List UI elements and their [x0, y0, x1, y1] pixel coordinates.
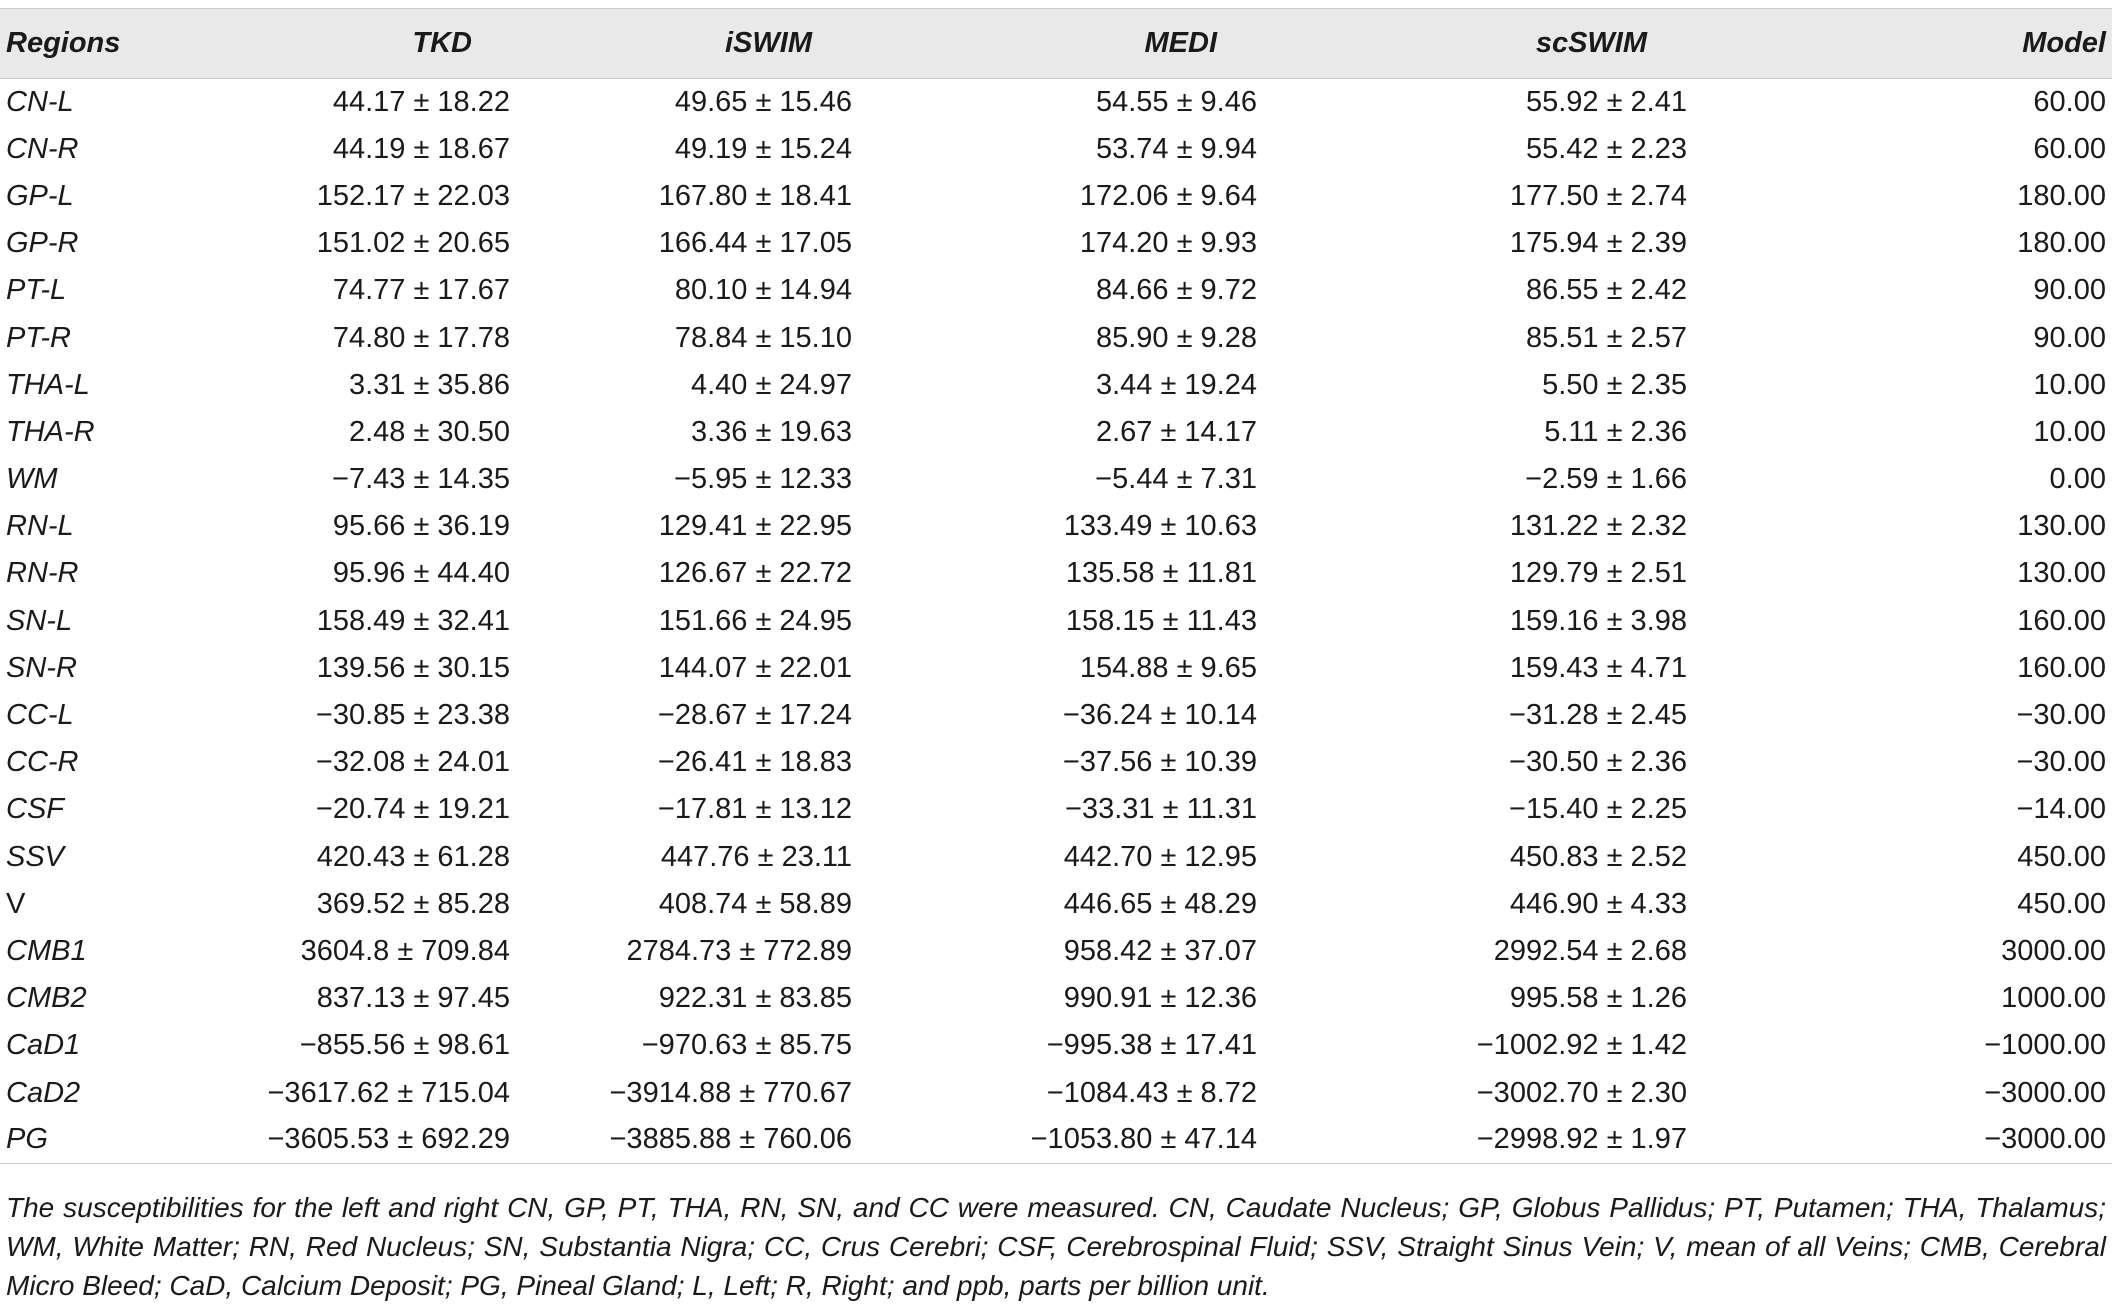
- header-regions: Regions: [0, 9, 160, 79]
- cell-iswim: 922.31 ± 83.85: [658, 982, 852, 1015]
- cell-scswim: −15.40 ± 2.25: [1509, 793, 1687, 826]
- cell-medi: −36.24 ± 10.14: [1062, 699, 1257, 732]
- cell-tkd: −855.56 ± 98.61: [299, 1029, 510, 1062]
- cell-region: CSF: [6, 793, 64, 826]
- cell-tkd: 369.52 ± 85.28: [316, 887, 510, 920]
- cell-tkd: 158.49 ± 32.41: [316, 604, 510, 637]
- table-row: [0, 692, 2112, 739]
- cell-medi: −33.31 ± 11.31: [1065, 793, 1257, 826]
- table-row: [0, 409, 2112, 456]
- cell-tkd: 3.31 ± 35.86: [348, 368, 510, 401]
- table-row: [0, 881, 2112, 928]
- cell-scswim: 995.58 ± 1.26: [1509, 982, 1687, 1015]
- cell-scswim: 450.83 ± 2.52: [1509, 840, 1687, 873]
- cell-iswim: 49.65 ± 15.46: [674, 85, 852, 118]
- cell-iswim: 408.74 ± 58.89: [658, 887, 852, 920]
- cell-iswim: 78.84 ± 15.10: [674, 321, 852, 354]
- cell-tkd: −7.43 ± 14.35: [332, 463, 510, 496]
- cell-medi: 446.65 ± 48.29: [1063, 887, 1257, 920]
- cell-medi: 54.55 ± 9.46: [1095, 85, 1257, 118]
- cell-model: 160.00: [2017, 651, 2106, 684]
- cell-region: CN-R: [6, 132, 79, 165]
- cell-region: PT-L: [6, 274, 67, 307]
- cell-model: 90.00: [2033, 274, 2106, 307]
- cell-scswim: 446.90 ± 4.33: [1509, 887, 1687, 920]
- cell-region: GP-R: [6, 227, 79, 260]
- cell-scswim: 129.79 ± 2.51: [1509, 557, 1687, 590]
- cell-tkd: −3617.62 ± 715.04: [267, 1076, 510, 1109]
- cell-iswim: −28.67 ± 17.24: [657, 699, 852, 732]
- cell-tkd: 152.17 ± 22.03: [316, 179, 510, 212]
- cell-medi: 958.42 ± 37.07: [1063, 934, 1257, 967]
- cell-iswim: 49.19 ± 15.24: [674, 132, 852, 165]
- table-row: [0, 126, 2112, 173]
- cell-region: GP-L: [6, 179, 74, 212]
- cell-medi: −37.56 ± 10.39: [1062, 746, 1257, 779]
- cell-iswim: −17.81 ± 13.12: [657, 793, 852, 826]
- table-row: [0, 1069, 2112, 1116]
- cell-medi: −1053.80 ± 47.14: [952, 1117, 1357, 1164]
- cell-tkd: −32.08 ± 24.01: [315, 746, 510, 779]
- table-footnote: The susceptibilities for the left and right CN, GP, PT, THA, RN, SN, and CC were measured. CN, Caudate Nucleus; GP, Globus Pallidus; PT, Putamen; THA, Thalamus; WM, White Matter; RN, Red Nucleus; SN, Substantia Nigra; CC, Crus Cerebri; CSF, Cerebrospinal Fluid; SSV, Straight Sinus Vein; V, mean of all Veins; CMB, Cerebral Micro Bleed; CaD, Calcium Deposit; PG, Pineal Gland; L, Left; R, Right; and ppb, parts per billion unit.: [6, 1192, 2106, 1301]
- cell-scswim: 55.42 ± 2.23: [1525, 132, 1687, 165]
- cell-model: 450.00: [2017, 840, 2106, 873]
- cell-model: −14.00: [2016, 793, 2106, 826]
- cell-iswim: −5.95 ± 12.33: [674, 463, 852, 496]
- cell-medi: 84.66 ± 9.72: [1095, 274, 1257, 307]
- header-medi: MEDI: [952, 9, 1357, 79]
- cell-medi: 990.91 ± 12.36: [1063, 982, 1257, 1015]
- cell-model: 160.00: [2017, 604, 2106, 637]
- cell-tkd: 95.66 ± 36.19: [332, 510, 510, 543]
- cell-model: 0.00: [2049, 463, 2106, 496]
- header-scswim: scSWIM: [1357, 9, 1787, 79]
- cell-medi: 158.15 ± 11.43: [1065, 604, 1257, 637]
- cell-region: THA-L: [6, 368, 90, 401]
- cell-region: THA-R: [6, 415, 95, 448]
- cell-region: RN-R: [6, 557, 79, 590]
- cell-iswim: 80.10 ± 14.94: [674, 274, 852, 307]
- cell-region: WM: [6, 463, 58, 496]
- table-row: [0, 598, 2112, 645]
- cell-iswim: 144.07 ± 22.01: [658, 651, 852, 684]
- cell-scswim: −3002.70 ± 2.30: [1476, 1076, 1687, 1109]
- cell-scswim: 159.43 ± 4.71: [1509, 651, 1687, 684]
- cell-scswim: 2992.54 ± 2.68: [1493, 934, 1687, 967]
- cell-model: 1000.00: [2001, 982, 2106, 1015]
- table-body: [0, 79, 2112, 1164]
- cell-medi: 2.67 ± 14.17: [1095, 415, 1257, 448]
- cell-scswim: 5.50 ± 2.35: [1542, 368, 1687, 401]
- cell-medi: 442.70 ± 12.95: [1063, 840, 1257, 873]
- cell-scswim: −2.59 ± 1.66: [1525, 463, 1687, 496]
- cell-model: −30.00: [2016, 746, 2106, 779]
- cell-tkd: 44.19 ± 18.67: [332, 132, 510, 165]
- cell-tkd: 74.80 ± 17.78: [332, 321, 510, 354]
- cell-region: PG: [0, 1117, 160, 1164]
- cell-region: CC-R: [6, 746, 79, 779]
- table-row: [0, 834, 2112, 881]
- cell-medi: 3.44 ± 19.24: [1095, 368, 1257, 401]
- cell-region: CaD2: [6, 1076, 81, 1109]
- cell-region: SN-L: [6, 604, 73, 637]
- cell-medi: 172.06 ± 9.64: [1079, 179, 1257, 212]
- cell-model: 60.00: [2033, 85, 2106, 118]
- cell-model: −30.00: [2016, 699, 2106, 732]
- cell-tkd: 151.02 ± 20.65: [316, 227, 510, 260]
- table-row: [0, 550, 2112, 597]
- cell-region: CaD1: [6, 1029, 81, 1062]
- header-model: Model: [1787, 9, 2112, 79]
- cell-iswim: 3.36 ± 19.63: [690, 415, 852, 448]
- cell-scswim: 177.50 ± 2.74: [1509, 179, 1687, 212]
- cell-model: 10.00: [2033, 415, 2106, 448]
- cell-tkd: 2.48 ± 30.50: [348, 415, 510, 448]
- cell-region: SSV: [6, 840, 65, 873]
- cell-tkd: 837.13 ± 97.45: [316, 982, 510, 1015]
- cell-scswim: 85.51 ± 2.57: [1525, 321, 1687, 354]
- cell-model: 10.00: [2033, 368, 2106, 401]
- cell-region: RN-L: [6, 510, 74, 543]
- cell-model: 130.00: [2017, 510, 2106, 543]
- cell-scswim: 131.22 ± 2.32: [1509, 510, 1687, 543]
- table-row: [0, 739, 2112, 786]
- cell-model: −1000.00: [1984, 1029, 2106, 1062]
- cell-scswim: 175.94 ± 2.39: [1509, 227, 1687, 260]
- cell-medi: 154.88 ± 9.65: [1079, 651, 1257, 684]
- cell-scswim: 55.92 ± 2.41: [1525, 85, 1687, 118]
- cell-medi: −995.38 ± 17.41: [1046, 1029, 1257, 1062]
- cell-iswim: −970.63 ± 85.75: [641, 1029, 852, 1062]
- table-row: [0, 456, 2112, 503]
- cell-iswim: −26.41 ± 18.83: [657, 746, 852, 779]
- cell-iswim: −3914.88 ± 770.67: [609, 1076, 852, 1109]
- cell-tkd: 3604.8 ± 709.84: [300, 934, 510, 967]
- cell-region: CMB2: [6, 982, 87, 1015]
- table-header-row: [0, 9, 2112, 79]
- cell-region: CN-L: [6, 85, 74, 118]
- table-row: [0, 975, 2112, 1022]
- cell-model: 60.00: [2033, 132, 2106, 165]
- cell-region: CC-L: [6, 699, 74, 732]
- table-row: [0, 503, 2112, 550]
- cell-model: 90.00: [2033, 321, 2106, 354]
- cell-tkd: 95.96 ± 44.40: [332, 557, 510, 590]
- cell-scswim: −1002.92 ± 1.42: [1476, 1029, 1687, 1062]
- cell-model: 3000.00: [2001, 934, 2106, 967]
- cell-scswim: −2998.92 ± 1.97: [1357, 1117, 1787, 1164]
- table-row: [0, 314, 2112, 361]
- table-row: [0, 645, 2112, 692]
- cell-tkd: 74.77 ± 17.67: [332, 274, 510, 307]
- table-row: [0, 173, 2112, 220]
- cell-model: 450.00: [2017, 887, 2106, 920]
- cell-tkd: 420.43 ± 61.28: [316, 840, 510, 873]
- cell-model: 180.00: [2017, 179, 2106, 212]
- table-row: [0, 362, 2112, 409]
- cell-iswim: 167.80 ± 18.41: [658, 179, 852, 212]
- cell-iswim: 151.66 ± 24.95: [658, 604, 852, 637]
- header-tkd: TKD: [160, 9, 522, 79]
- table-row: [0, 786, 2112, 833]
- table-row: [0, 928, 2112, 975]
- cell-medi: 85.90 ± 9.28: [1095, 321, 1257, 354]
- cell-medi: 133.49 ± 10.63: [1063, 510, 1257, 543]
- cell-tkd: −30.85 ± 23.38: [315, 699, 510, 732]
- cell-region: CMB1: [6, 934, 87, 967]
- cell-medi: 135.58 ± 11.81: [1065, 557, 1257, 590]
- cell-tkd: −3605.53 ± 692.29: [160, 1117, 522, 1164]
- cell-medi: −1084.43 ± 8.72: [1046, 1076, 1257, 1109]
- cell-scswim: 159.16 ± 3.98: [1509, 604, 1687, 637]
- cell-medi: 174.20 ± 9.93: [1079, 227, 1257, 260]
- cell-scswim: 86.55 ± 2.42: [1525, 274, 1687, 307]
- cell-region: V: [6, 887, 26, 920]
- cell-iswim: 447.76 ± 23.11: [660, 840, 852, 873]
- cell-region: PT-R: [6, 321, 71, 354]
- cell-model: 130.00: [2017, 557, 2106, 590]
- header-iswim: iSWIM: [522, 9, 952, 79]
- cell-scswim: 5.11 ± 2.36: [1544, 415, 1687, 448]
- cell-model: 180.00: [2017, 227, 2106, 260]
- cell-medi: 53.74 ± 9.94: [1095, 132, 1257, 165]
- table-row: [0, 1022, 2112, 1069]
- susceptibility-table: [0, 8, 2112, 1164]
- cell-iswim: 4.40 ± 24.97: [690, 368, 852, 401]
- cell-tkd: 44.17 ± 18.22: [332, 85, 510, 118]
- cell-iswim: 2784.73 ± 772.89: [626, 934, 852, 967]
- table-row: [0, 267, 2112, 314]
- cell-iswim: 129.41 ± 22.95: [658, 510, 852, 543]
- cell-scswim: −30.50 ± 2.36: [1509, 746, 1687, 779]
- cell-iswim: 126.67 ± 22.72: [658, 557, 852, 590]
- cell-tkd: 139.56 ± 30.15: [316, 651, 510, 684]
- table-row: [0, 1117, 2112, 1164]
- cell-region: SN-R: [6, 651, 77, 684]
- table-row: [0, 220, 2112, 267]
- cell-model: −3000.00: [1984, 1076, 2106, 1109]
- cell-iswim: −3885.88 ± 760.06: [522, 1117, 952, 1164]
- cell-tkd: −20.74 ± 19.21: [315, 793, 510, 826]
- cell-scswim: −31.28 ± 2.45: [1509, 699, 1687, 732]
- cell-medi: −5.44 ± 7.31: [1095, 463, 1257, 496]
- table-row: [0, 79, 2112, 126]
- cell-model: −3000.00: [1787, 1117, 2112, 1164]
- cell-iswim: 166.44 ± 17.05: [658, 227, 852, 260]
